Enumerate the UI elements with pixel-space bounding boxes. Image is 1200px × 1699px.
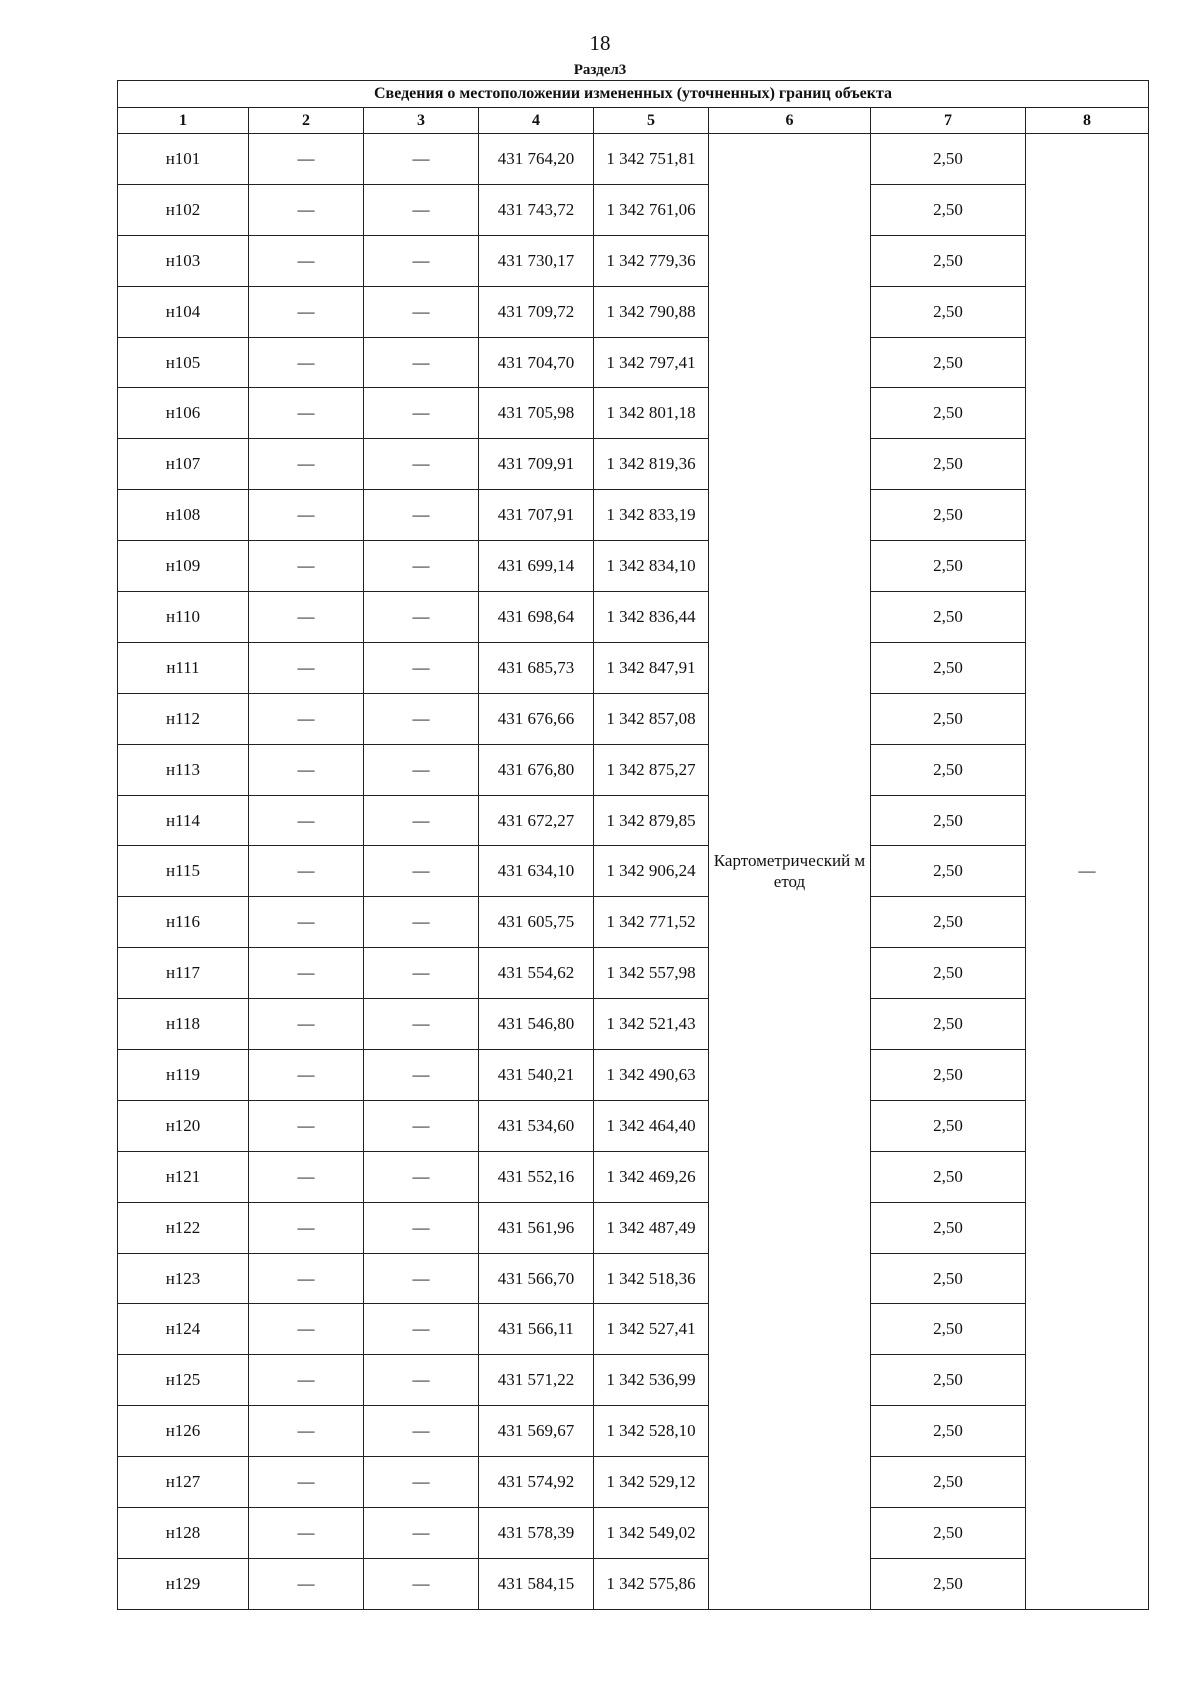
y-coordinate-cell: 1 342 847,91 xyxy=(594,642,709,693)
accuracy-cell: 2,50 xyxy=(871,541,1026,592)
point-number-cell: н109 xyxy=(118,541,249,592)
point-number-cell: н118 xyxy=(118,999,249,1050)
y-coordinate-cell: 1 342 906,24 xyxy=(594,846,709,897)
y-coordinate-cell: 1 342 464,40 xyxy=(594,1100,709,1151)
accuracy-cell: 2,50 xyxy=(871,1304,1026,1355)
column-3-cell: — xyxy=(364,897,479,948)
table-row xyxy=(118,642,1149,693)
accuracy-cell: 2,50 xyxy=(871,1253,1026,1304)
y-coordinate-cell: 1 342 557,98 xyxy=(594,948,709,999)
point-number-cell: н113 xyxy=(118,744,249,795)
x-coordinate-cell: 431 566,11 xyxy=(479,1304,594,1355)
column-2-cell: — xyxy=(249,642,364,693)
boundary-coordinates-table xyxy=(117,80,1149,1610)
table-row xyxy=(118,1151,1149,1202)
column-3-cell: — xyxy=(364,1202,479,1253)
column-3-cell: — xyxy=(364,541,479,592)
accuracy-cell: 2,50 xyxy=(871,1406,1026,1457)
accuracy-cell: 2,50 xyxy=(871,1151,1026,1202)
point-number-cell: н110 xyxy=(118,592,249,643)
point-number-cell: н112 xyxy=(118,693,249,744)
column-3-cell: — xyxy=(364,948,479,999)
column-3-cell: — xyxy=(364,490,479,541)
y-coordinate-cell: 1 342 761,06 xyxy=(594,184,709,235)
column-3-cell: — xyxy=(364,1508,479,1559)
column-2-cell: — xyxy=(249,1406,364,1457)
x-coordinate-cell: 431 571,22 xyxy=(479,1355,594,1406)
accuracy-cell: 2,50 xyxy=(871,1355,1026,1406)
column-3-cell: — xyxy=(364,1304,479,1355)
y-coordinate-cell: 1 342 779,36 xyxy=(594,235,709,286)
point-number-cell: н123 xyxy=(118,1253,249,1304)
column-2-cell: — xyxy=(249,337,364,388)
column-3-cell: — xyxy=(364,286,479,337)
x-coordinate-cell: 431 743,72 xyxy=(479,184,594,235)
point-number-cell: н111 xyxy=(118,642,249,693)
table-row xyxy=(118,795,1149,846)
y-coordinate-cell: 1 342 518,36 xyxy=(594,1253,709,1304)
column-3-cell: — xyxy=(364,592,479,643)
table-row xyxy=(118,134,1149,185)
x-coordinate-cell: 431 561,96 xyxy=(479,1202,594,1253)
table-row xyxy=(118,1508,1149,1559)
column-2-cell: — xyxy=(249,1508,364,1559)
column-2-cell: — xyxy=(249,795,364,846)
x-coordinate-cell: 431 552,16 xyxy=(479,1151,594,1202)
table-row xyxy=(118,439,1149,490)
accuracy-cell: 2,50 xyxy=(871,693,1026,744)
x-coordinate-cell: 431 672,27 xyxy=(479,795,594,846)
table-row xyxy=(118,1457,1149,1508)
y-coordinate-cell: 1 342 487,49 xyxy=(594,1202,709,1253)
y-coordinate-cell: 1 342 751,81 xyxy=(594,134,709,185)
column-3-cell: — xyxy=(364,134,479,185)
column-3-cell: — xyxy=(364,439,479,490)
point-number-cell: н120 xyxy=(118,1100,249,1151)
column-3-cell: — xyxy=(364,1558,479,1609)
column-3-cell: — xyxy=(364,1355,479,1406)
table-row xyxy=(118,693,1149,744)
table-row xyxy=(118,1355,1149,1406)
column-header-2: 2 xyxy=(249,108,364,134)
column-header-7: 7 xyxy=(871,108,1026,134)
x-coordinate-cell: 431 705,98 xyxy=(479,388,594,439)
table-row xyxy=(118,592,1149,643)
section-title: Раздел3 xyxy=(573,62,627,78)
x-coordinate-cell: 431 569,67 xyxy=(479,1406,594,1457)
accuracy-cell: 2,50 xyxy=(871,235,1026,286)
y-coordinate-cell: 1 342 819,36 xyxy=(594,439,709,490)
column-2-cell: — xyxy=(249,1457,364,1508)
table-row xyxy=(118,846,1149,897)
column-3-cell: — xyxy=(364,999,479,1050)
point-number-cell: н107 xyxy=(118,439,249,490)
column-header-5: 5 xyxy=(594,108,709,134)
table-row xyxy=(118,337,1149,388)
table-title: Сведения о местоположении измененных (уточненных) границ объекта xyxy=(118,81,1149,108)
column-3-cell: — xyxy=(364,1050,479,1101)
column-2-cell: — xyxy=(249,999,364,1050)
column-3-cell: — xyxy=(364,235,479,286)
column-2-cell: — xyxy=(249,286,364,337)
column-8-cell: — xyxy=(1026,134,1149,1610)
table-row xyxy=(118,1253,1149,1304)
y-coordinate-cell: 1 342 834,10 xyxy=(594,541,709,592)
y-coordinate-cell: 1 342 797,41 xyxy=(594,337,709,388)
column-2-cell: — xyxy=(249,388,364,439)
point-number-cell: н102 xyxy=(118,184,249,235)
x-coordinate-cell: 431 764,20 xyxy=(479,134,594,185)
accuracy-cell: 2,50 xyxy=(871,642,1026,693)
column-2-cell: — xyxy=(249,439,364,490)
x-coordinate-cell: 431 698,64 xyxy=(479,592,594,643)
accuracy-cell: 2,50 xyxy=(871,337,1026,388)
point-number-cell: н108 xyxy=(118,490,249,541)
accuracy-cell: 2,50 xyxy=(871,795,1026,846)
column-2-cell: — xyxy=(249,846,364,897)
y-coordinate-cell: 1 342 771,52 xyxy=(594,897,709,948)
accuracy-cell: 2,50 xyxy=(871,846,1026,897)
point-number-cell: н115 xyxy=(118,846,249,897)
accuracy-cell: 2,50 xyxy=(871,286,1026,337)
column-3-cell: — xyxy=(364,1253,479,1304)
column-2-cell: — xyxy=(249,592,364,643)
table-row xyxy=(118,744,1149,795)
column-2-cell: — xyxy=(249,1253,364,1304)
column-3-cell: — xyxy=(364,1406,479,1457)
column-3-cell: — xyxy=(364,388,479,439)
accuracy-cell: 2,50 xyxy=(871,1050,1026,1101)
point-number-cell: н127 xyxy=(118,1457,249,1508)
point-number-cell: н104 xyxy=(118,286,249,337)
table-row xyxy=(118,388,1149,439)
column-3-cell: — xyxy=(364,184,479,235)
column-header-8: 8 xyxy=(1026,108,1149,134)
accuracy-cell: 2,50 xyxy=(871,1202,1026,1253)
y-coordinate-cell: 1 342 857,08 xyxy=(594,693,709,744)
column-2-cell: — xyxy=(249,1304,364,1355)
column-2-cell: — xyxy=(249,693,364,744)
x-coordinate-cell: 431 699,14 xyxy=(479,541,594,592)
point-number-cell: н122 xyxy=(118,1202,249,1253)
method-cell: Картометрический метод xyxy=(709,134,871,1610)
point-number-cell: н129 xyxy=(118,1558,249,1609)
accuracy-cell: 2,50 xyxy=(871,490,1026,541)
x-coordinate-cell: 431 540,21 xyxy=(479,1050,594,1101)
point-number-cell: н121 xyxy=(118,1151,249,1202)
column-2-cell: — xyxy=(249,1558,364,1609)
y-coordinate-cell: 1 342 528,10 xyxy=(594,1406,709,1457)
y-coordinate-cell: 1 342 536,99 xyxy=(594,1355,709,1406)
y-coordinate-cell: 1 342 527,41 xyxy=(594,1304,709,1355)
x-coordinate-cell: 431 676,66 xyxy=(479,693,594,744)
x-coordinate-cell: 431 546,80 xyxy=(479,999,594,1050)
table-row xyxy=(118,1202,1149,1253)
point-number-cell: н117 xyxy=(118,948,249,999)
table-row xyxy=(118,948,1149,999)
table-row xyxy=(118,1304,1149,1355)
table-row xyxy=(118,999,1149,1050)
column-3-cell: — xyxy=(364,693,479,744)
point-number-cell: н124 xyxy=(118,1304,249,1355)
accuracy-cell: 2,50 xyxy=(871,897,1026,948)
column-2-cell: — xyxy=(249,897,364,948)
column-2-cell: — xyxy=(249,1151,364,1202)
x-coordinate-cell: 431 709,91 xyxy=(479,439,594,490)
y-coordinate-cell: 1 342 875,27 xyxy=(594,744,709,795)
x-coordinate-cell: 431 704,70 xyxy=(479,337,594,388)
point-number-cell: н128 xyxy=(118,1508,249,1559)
column-2-cell: — xyxy=(249,541,364,592)
y-coordinate-cell: 1 342 833,19 xyxy=(594,490,709,541)
accuracy-cell: 2,50 xyxy=(871,948,1026,999)
point-number-cell: н105 xyxy=(118,337,249,388)
point-number-cell: н125 xyxy=(118,1355,249,1406)
column-3-cell: — xyxy=(364,1151,479,1202)
y-coordinate-cell: 1 342 549,02 xyxy=(594,1508,709,1559)
x-coordinate-cell: 431 566,70 xyxy=(479,1253,594,1304)
y-coordinate-cell: 1 342 469,26 xyxy=(594,1151,709,1202)
column-3-cell: — xyxy=(364,337,479,388)
column-2-cell: — xyxy=(249,1202,364,1253)
column-header-1: 1 xyxy=(118,108,249,134)
x-coordinate-cell: 431 730,17 xyxy=(479,235,594,286)
y-coordinate-cell: 1 342 521,43 xyxy=(594,999,709,1050)
table-row xyxy=(118,1558,1149,1609)
point-number-cell: н114 xyxy=(118,795,249,846)
x-coordinate-cell: 431 534,60 xyxy=(479,1100,594,1151)
accuracy-cell: 2,50 xyxy=(871,1100,1026,1151)
column-2-cell: — xyxy=(249,134,364,185)
x-coordinate-cell: 431 554,62 xyxy=(479,948,594,999)
accuracy-cell: 2,50 xyxy=(871,388,1026,439)
table-row xyxy=(118,897,1149,948)
x-coordinate-cell: 431 574,92 xyxy=(479,1457,594,1508)
x-coordinate-cell: 431 709,72 xyxy=(479,286,594,337)
table-row xyxy=(118,490,1149,541)
column-3-cell: — xyxy=(364,846,479,897)
column-3-cell: — xyxy=(364,1457,479,1508)
accuracy-cell: 2,50 xyxy=(871,134,1026,185)
column-2-cell: — xyxy=(249,1100,364,1151)
accuracy-cell: 2,50 xyxy=(871,1558,1026,1609)
column-3-cell: — xyxy=(364,642,479,693)
y-coordinate-cell: 1 342 529,12 xyxy=(594,1457,709,1508)
y-coordinate-cell: 1 342 836,44 xyxy=(594,592,709,643)
column-header-6: 6 xyxy=(709,108,871,134)
point-number-cell: н103 xyxy=(118,235,249,286)
accuracy-cell: 2,50 xyxy=(871,999,1026,1050)
table-body xyxy=(118,134,1149,1610)
column-3-cell: — xyxy=(364,795,479,846)
column-header-4: 4 xyxy=(479,108,594,134)
accuracy-cell: 2,50 xyxy=(871,592,1026,643)
column-2-cell: — xyxy=(249,1355,364,1406)
point-number-cell: н116 xyxy=(118,897,249,948)
column-header-3: 3 xyxy=(364,108,479,134)
column-2-cell: — xyxy=(249,490,364,541)
column-2-cell: — xyxy=(249,744,364,795)
table-row xyxy=(118,1100,1149,1151)
column-3-cell: — xyxy=(364,1100,479,1151)
accuracy-cell: 2,50 xyxy=(871,439,1026,490)
page-number: 18 xyxy=(589,31,611,55)
point-number-cell: н119 xyxy=(118,1050,249,1101)
accuracy-cell: 2,50 xyxy=(871,1457,1026,1508)
x-coordinate-cell: 431 685,73 xyxy=(479,642,594,693)
y-coordinate-cell: 1 342 879,85 xyxy=(594,795,709,846)
table-row xyxy=(118,541,1149,592)
x-coordinate-cell: 431 676,80 xyxy=(479,744,594,795)
accuracy-cell: 2,50 xyxy=(871,744,1026,795)
x-coordinate-cell: 431 707,91 xyxy=(479,490,594,541)
table-row xyxy=(118,184,1149,235)
point-number-cell: н126 xyxy=(118,1406,249,1457)
x-coordinate-cell: 431 605,75 xyxy=(479,897,594,948)
table-row xyxy=(118,235,1149,286)
x-coordinate-cell: 431 584,15 xyxy=(479,1558,594,1609)
y-coordinate-cell: 1 342 490,63 xyxy=(594,1050,709,1101)
x-coordinate-cell: 431 634,10 xyxy=(479,846,594,897)
column-3-cell: — xyxy=(364,744,479,795)
column-2-cell: — xyxy=(249,948,364,999)
y-coordinate-cell: 1 342 801,18 xyxy=(594,388,709,439)
point-number-cell: н101 xyxy=(118,134,249,185)
column-2-cell: — xyxy=(249,235,364,286)
column-2-cell: — xyxy=(249,1050,364,1101)
accuracy-cell: 2,50 xyxy=(871,184,1026,235)
table-row xyxy=(118,1050,1149,1101)
point-number-cell: н106 xyxy=(118,388,249,439)
column-2-cell: — xyxy=(249,184,364,235)
accuracy-cell: 2,50 xyxy=(871,1508,1026,1559)
table-row xyxy=(118,1406,1149,1457)
y-coordinate-cell: 1 342 575,86 xyxy=(594,1558,709,1609)
y-coordinate-cell: 1 342 790,88 xyxy=(594,286,709,337)
x-coordinate-cell: 431 578,39 xyxy=(479,1508,594,1559)
table-row xyxy=(118,286,1149,337)
